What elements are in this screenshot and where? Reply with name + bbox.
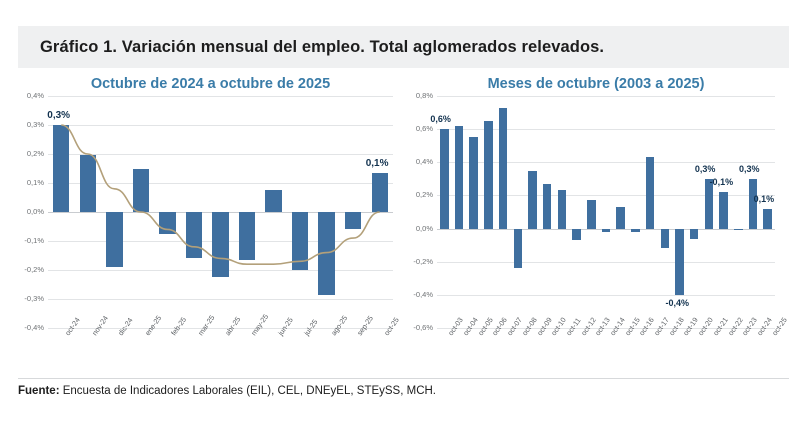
x-axis-tick-label: oct-05	[475, 315, 495, 338]
y-axis-tick-label: 0,0%	[415, 223, 433, 233]
x-axis-tick-label: jul-25	[302, 317, 320, 338]
y-axis-tick-label: -0,3%	[24, 294, 44, 303]
data-label: 0,3%	[47, 110, 71, 121]
data-label: 0,3%	[738, 163, 760, 174]
x-axis-tick-label: ago-25	[328, 313, 349, 338]
plot-area-left	[24, 91, 401, 338]
y-axis-tick-label: 0,4%	[415, 157, 433, 167]
bar	[616, 207, 625, 229]
bar	[690, 229, 699, 239]
y-axis-tick-label: 0,0%	[26, 207, 44, 216]
source-label: Fuente:	[18, 385, 60, 397]
y-axis-tick-label: 0,1%	[26, 178, 44, 187]
x-axis-tick-label: oct-23	[740, 315, 760, 338]
x-axis-tick-label: jun-25	[275, 315, 295, 338]
x-axis-tick-label: abr-25	[222, 314, 242, 338]
x-axis-tick-label: oct-06	[490, 315, 510, 338]
x-axis-tick-label: oct-19	[681, 315, 701, 338]
bar	[212, 212, 228, 277]
x-axis-tick-label: oct-09	[534, 315, 554, 338]
y-axis-tick-label: -0,6%	[413, 323, 433, 332]
chart-panel-october	[403, 68, 789, 376]
x-axis-tick-label: nov-24	[89, 313, 110, 338]
gridline	[48, 183, 393, 184]
source-note	[18, 385, 789, 397]
bar	[53, 125, 69, 212]
x-axis-tick-label: oct-15	[622, 315, 642, 338]
y-axis-tick-label: -0,1%	[24, 236, 44, 245]
data-label: 0,6%	[430, 114, 451, 125]
data-label: -0,1%	[709, 177, 734, 188]
bar	[749, 179, 758, 229]
bar	[186, 212, 202, 258]
x-axis-tick-label: oct-18	[666, 315, 686, 338]
x-axis-tick-label: oct-22	[725, 315, 745, 338]
x-axis-tick-label: oct-13	[593, 315, 613, 338]
chart-right-title: Meses de octubre (2003 a 2025)	[487, 76, 705, 92]
y-axis-tick-label: 0,3%	[26, 120, 44, 129]
y-axis-tick-label: -0,2%	[413, 256, 433, 266]
data-label: -0,4%	[665, 297, 689, 308]
gridline	[48, 154, 393, 155]
x-axis-tick-label: oct-24	[754, 315, 774, 338]
bar	[631, 229, 640, 232]
bar	[719, 192, 728, 228]
data-label: 0,1%	[753, 193, 775, 204]
bar	[484, 121, 493, 229]
bar	[159, 212, 175, 234]
x-axis-tick-label: oct-25	[381, 315, 401, 338]
bar	[528, 171, 537, 229]
chart-title-band	[18, 26, 789, 68]
footer-divider	[18, 378, 789, 379]
x-axis-tick-label: oct-07	[505, 315, 524, 338]
x-axis-tick-label: mar-25	[195, 313, 217, 338]
data-label: 0,1%	[365, 157, 389, 169]
bar	[345, 212, 361, 229]
gridline	[48, 96, 393, 97]
bar	[572, 229, 581, 241]
x-axis-tick-label: oct-11	[563, 316, 583, 338]
x-axis-tick-label: oct-10	[549, 315, 569, 338]
y-axis-tick-label: -0,2%	[24, 265, 44, 274]
bar	[318, 212, 334, 295]
bar	[133, 169, 149, 213]
bar	[763, 209, 772, 229]
y-axis-tick-label: -0,4%	[24, 323, 44, 332]
bar	[265, 190, 281, 212]
bar	[602, 229, 611, 232]
chart-left-title: Octubre de 2024 a octubre de 2025	[90, 76, 331, 92]
x-axis-tick-label: oct-17	[652, 315, 671, 338]
y-axis-tick-label: -0,4%	[413, 289, 433, 299]
gridline	[437, 96, 775, 97]
bar	[469, 137, 478, 228]
bar	[646, 157, 655, 228]
x-axis-tick-label: sep-25	[355, 313, 376, 338]
y-axis-tick-label: 0,2%	[26, 149, 44, 158]
bar	[587, 200, 596, 228]
bar	[292, 212, 308, 270]
bar	[440, 129, 449, 228]
x-axis-tick-label: ene-25	[142, 313, 164, 338]
x-axis-tick-label: dic-24	[116, 315, 135, 338]
y-axis-tick-label: 0,4%	[26, 91, 44, 100]
gridline	[437, 295, 775, 296]
bar	[455, 126, 464, 229]
page-title: Gráfico 1. Variación mensual del empleo. Total aglomerados relevados.	[40, 37, 605, 56]
x-axis-tick-label: oct-25	[769, 315, 789, 338]
data-label: 0,3%	[694, 163, 716, 174]
chart-panel-monthly	[18, 68, 403, 376]
plot-area-right	[413, 91, 789, 338]
x-axis-tick-label: oct-08	[519, 315, 539, 338]
bar	[499, 108, 508, 229]
bar	[80, 155, 96, 212]
y-axis-tick-label: 0,8%	[415, 91, 433, 100]
y-axis-tick-label: 0,2%	[415, 190, 433, 200]
x-axis-tick-label: oct-04	[461, 315, 480, 338]
bar	[734, 229, 743, 231]
gridline	[48, 125, 393, 126]
bar	[239, 212, 255, 260]
x-axis-tick-label: oct-24	[63, 315, 83, 338]
source-text: Encuesta de Indicadores Laborales (EIL), CEL, DNEyEL, STEySS, MCH.	[59, 385, 436, 397]
charts-container	[18, 68, 789, 376]
x-axis-tick-label: oct-21	[710, 315, 730, 338]
x-axis-tick-label: oct-03	[446, 315, 466, 338]
gridline	[437, 262, 775, 263]
y-axis-tick-label: 0,6%	[415, 124, 433, 134]
x-axis-tick-label: oct-16	[637, 315, 657, 338]
x-axis-tick-label: oct-14	[608, 315, 627, 338]
bar	[558, 190, 567, 228]
gridline	[48, 299, 393, 300]
x-axis-tick-label: oct-20	[696, 315, 716, 338]
bar	[543, 184, 552, 229]
bar	[106, 212, 122, 267]
bar	[372, 173, 388, 212]
x-axis-tick-label: feb-25	[169, 315, 189, 338]
bar	[675, 229, 684, 295]
x-axis-tick-label: oct-12	[578, 315, 598, 338]
x-axis-tick-label: may-25	[249, 312, 271, 338]
bar	[514, 229, 523, 269]
bar	[661, 229, 670, 249]
